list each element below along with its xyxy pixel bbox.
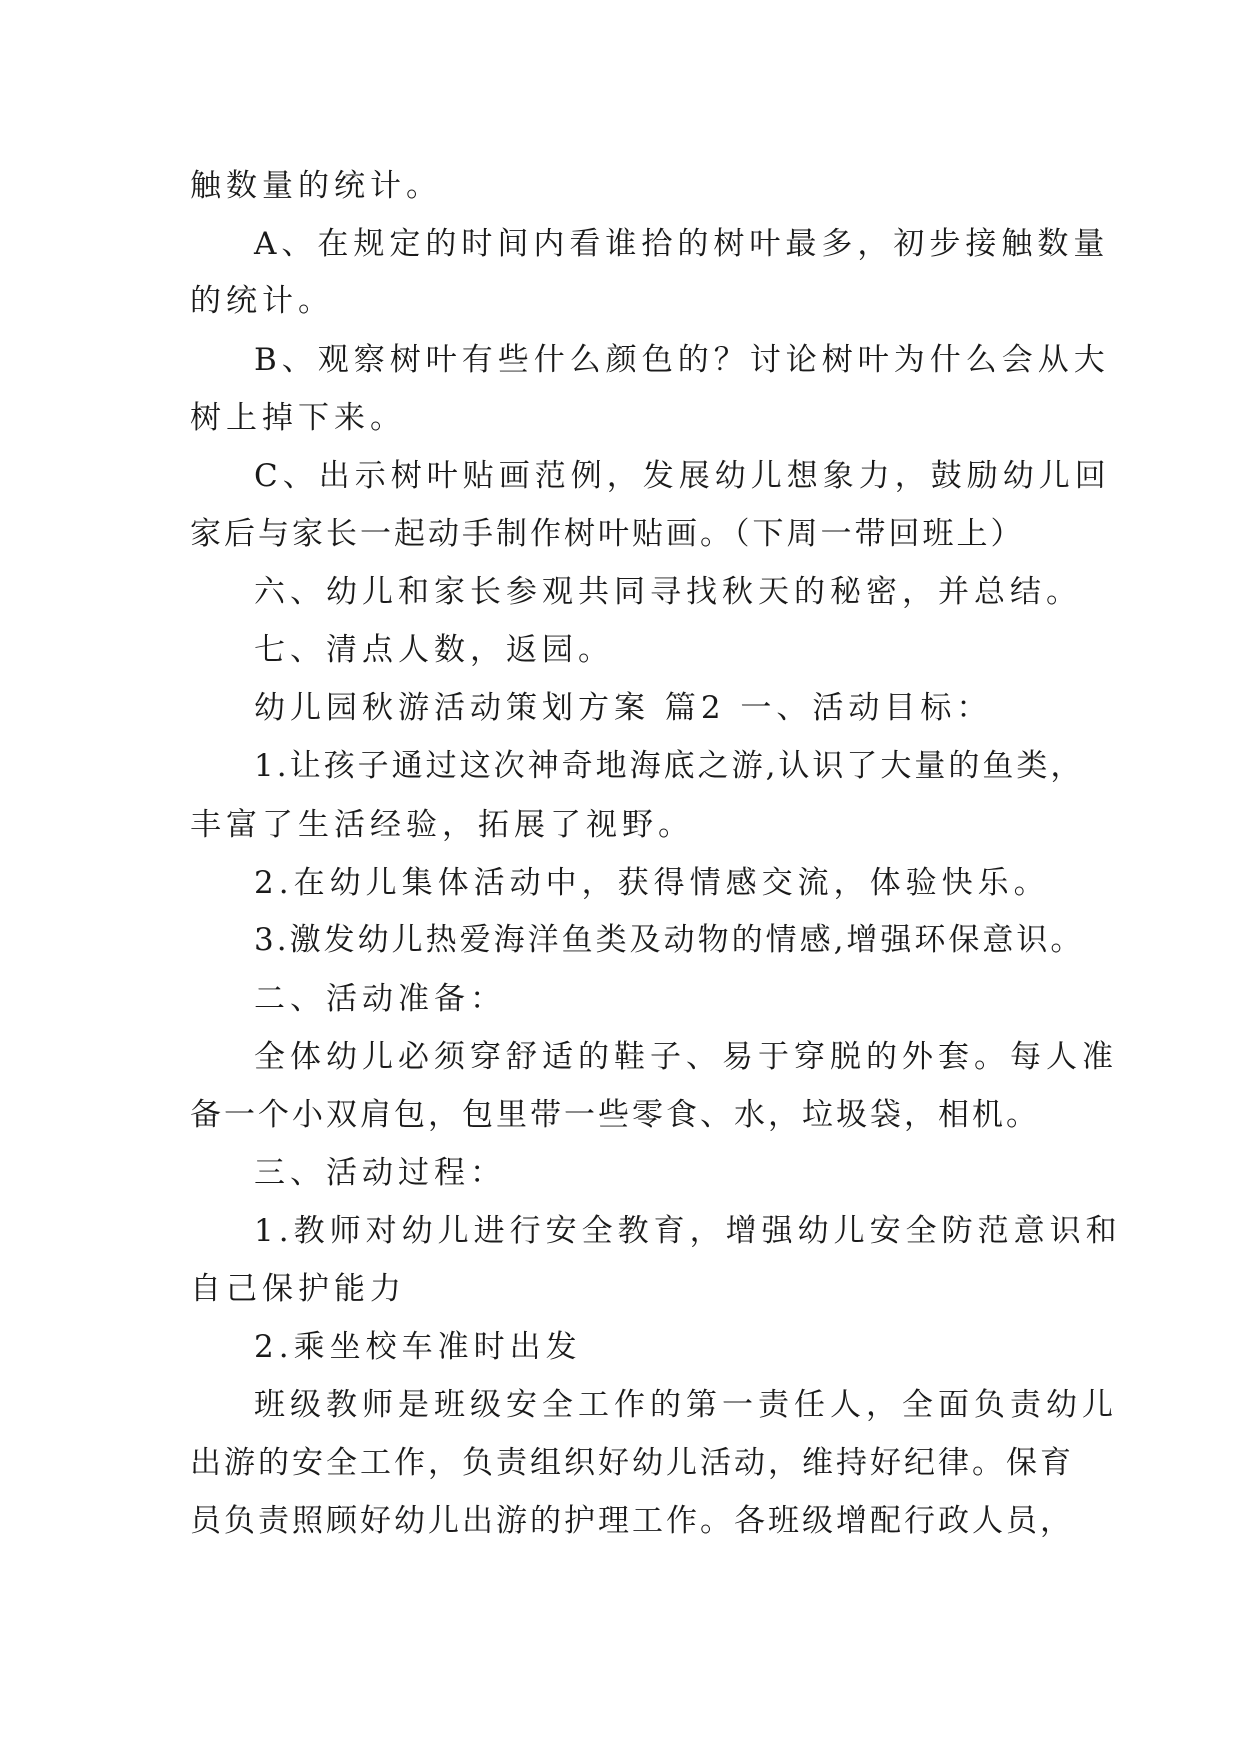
text-line: B、观察树叶有些什么颜色的？讨论树叶为什么会从大 [254,342,1110,378]
text-line: 2.在幼儿集体活动中，获得情感交流，体验快乐。 [254,865,1050,901]
text-line: 自己保护能力 [190,1271,406,1307]
text-line: 七、清点人数，返园。 [254,632,614,668]
text-line: 1.让孩子通过这次神奇地海底之游,认识了大量的鱼类， [254,748,1085,784]
section-heading: 二、活动准备： [254,981,506,1017]
text-line: 备一个小双肩包，包里带一些零食、水，垃圾袋，相机。 [190,1097,1040,1133]
text-line: 家后与家长一起动手制作树叶贴画。（下周一带回班上） [190,516,1025,552]
text-line: 丰富了生活经验，拓展了视野。 [190,807,694,843]
text-line: C、出示树叶贴画范例，发展幼儿想象力，鼓励幼儿回 [254,458,1111,494]
text-line: A、在规定的时间内看谁拾的树叶最多，初步接触数量 [254,226,1110,262]
text-line: 六、幼儿和家长参观共同寻找秋天的秘密，并总结。 [254,574,1082,610]
text-line: 2.乘坐校车准时出发 [254,1329,582,1365]
section-heading: 三、活动过程： [254,1155,506,1191]
text-line: 的统计。 [190,283,334,319]
text-line: 触数量的统计。 [190,168,442,204]
text-line: 员负责照顾好幼儿出游的护理工作。各班级增配行政人员， [190,1503,1074,1539]
text-line: 1.教师对幼儿进行安全教育，增强幼儿安全防范意识和 [254,1213,1122,1249]
text-line: 班级教师是班级安全工作的第一责任人，全面负责幼儿 [254,1387,1118,1423]
text-line: 3.激发幼儿热爱海洋鱼类及动物的情感,增强环保意识。 [254,922,1085,958]
text-line: 全体幼儿必须穿舒适的鞋子、易于穿脱的外套。每人准 [254,1039,1118,1075]
section-heading: 幼儿园秋游活动策划方案 篇2 一、活动目标： [254,690,993,726]
text-line: 出游的安全工作，负责组织好幼儿活动，维持好纪律。保育 [190,1445,1074,1481]
text-line: 树上掉下来。 [190,400,406,436]
